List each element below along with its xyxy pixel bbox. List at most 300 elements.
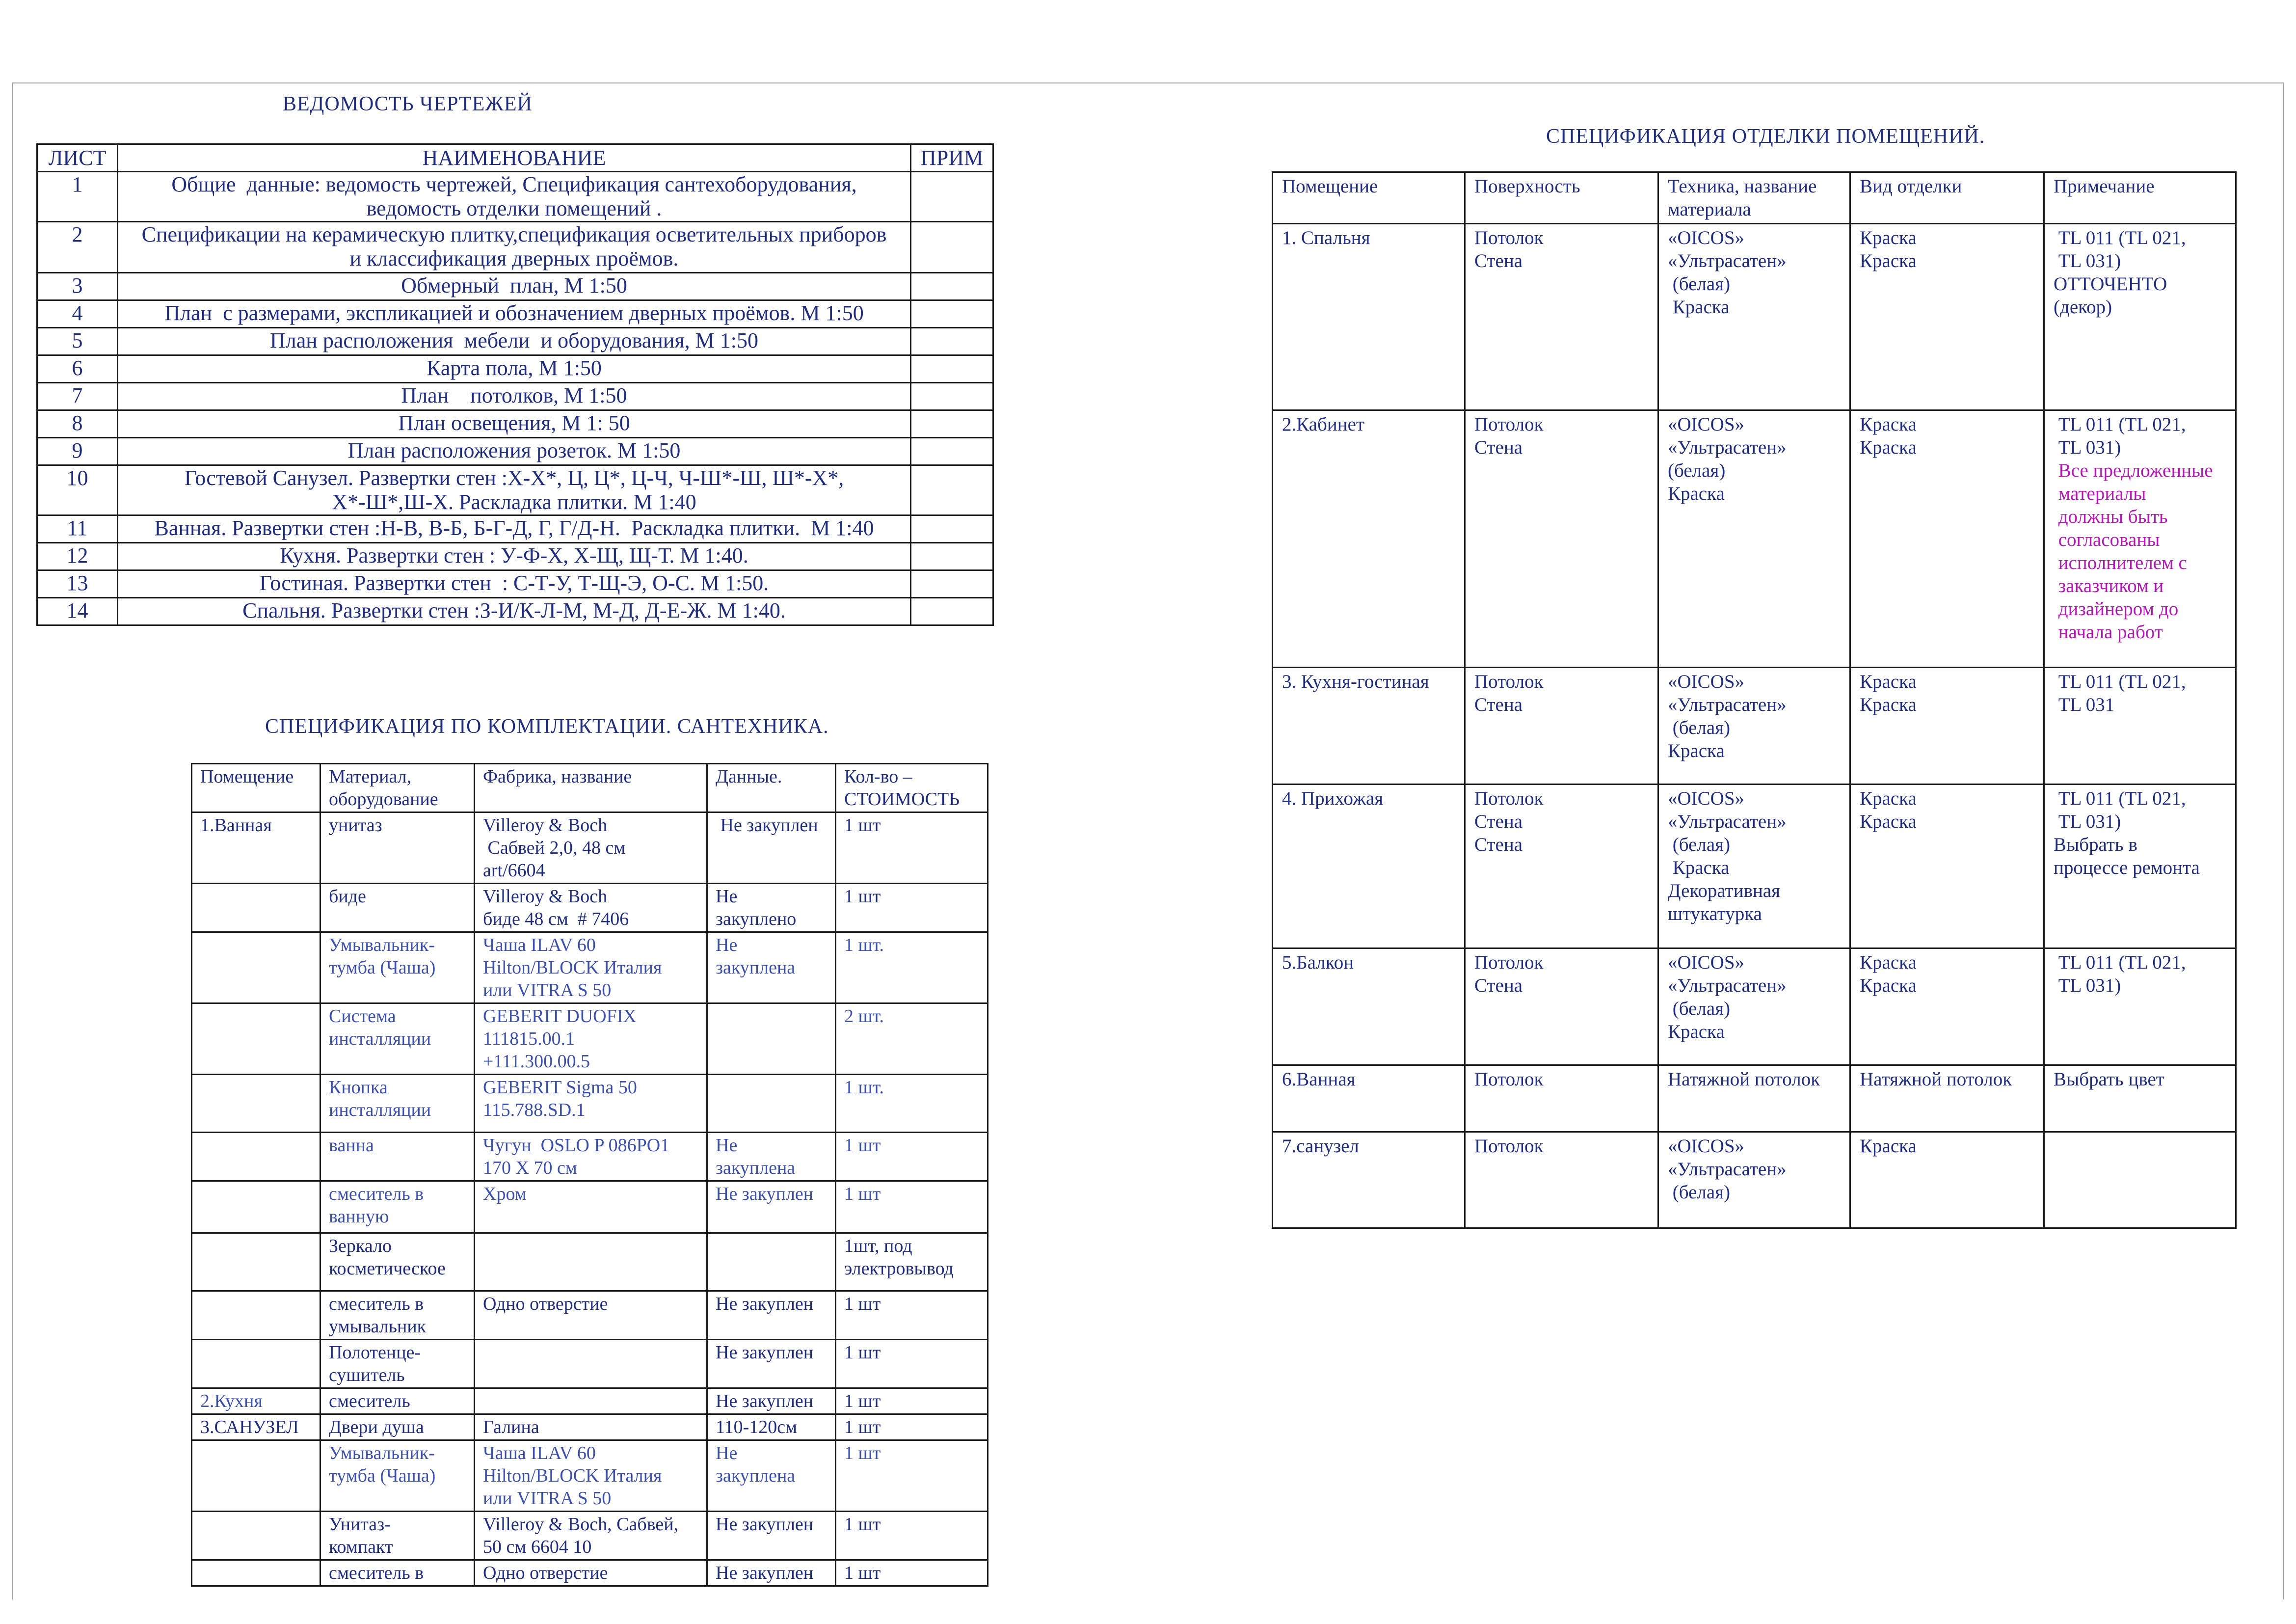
sheet-name-line: План расположения мебели и оборудования, М 1:50	[270, 328, 758, 352]
sheet-number: 5	[37, 328, 118, 355]
plumbing-room	[192, 932, 320, 1003]
table-row	[192, 1560, 988, 1586]
finish-type-line: Краска	[1860, 788, 1917, 809]
sheet-name-line: План потолков, М 1:50	[401, 383, 627, 407]
finish-title: СПЕЦИФИКАЦИЯ ОТДЕЛКИ ПОМЕЩЕНИЙ.	[1546, 125, 1985, 148]
finish-type	[1850, 1065, 2044, 1132]
plumbing-maker	[475, 812, 707, 884]
finish-type	[1850, 410, 2044, 668]
finish-material-line: Краска	[1668, 297, 1730, 318]
plumbing-data-line: Не	[716, 935, 738, 955]
plumbing-data	[707, 812, 836, 884]
finish-material-line: Натяжной потолок	[1668, 1069, 1820, 1090]
table-row	[1273, 224, 2236, 410]
table-row	[37, 438, 993, 465]
finish-note-warning-line: Все предложенные	[2054, 460, 2213, 481]
plumbing-maker	[475, 1388, 707, 1414]
table-row	[192, 1388, 988, 1414]
plumbing-data-line: Не	[716, 1135, 738, 1156]
finish-type-line: Краска	[1860, 811, 1917, 832]
plumbing-item-line: унитаз	[329, 815, 382, 836]
finish-room	[1273, 668, 1465, 785]
table-row	[37, 172, 993, 222]
plumbing-qty-line: 1 шт	[844, 1514, 881, 1535]
sheet-name	[118, 570, 911, 598]
sheet-note	[911, 438, 993, 465]
sheet-number: 3	[37, 273, 118, 300]
plumbing-room	[192, 1440, 320, 1512]
plumbing-data-line: Не закуплен	[716, 1342, 814, 1363]
table-row	[37, 465, 993, 515]
plumbing-item-line: биде	[329, 886, 366, 907]
plumbing-header-line: Помещение	[200, 766, 294, 787]
finish-room	[1273, 785, 1465, 948]
finish-material-line: (белая)	[1668, 460, 1726, 481]
sheet-number: 8	[37, 410, 118, 438]
finish-type	[1850, 785, 2044, 948]
plumbing-maker	[475, 1340, 707, 1388]
finish-room-line: 7.санузел	[1282, 1136, 1359, 1157]
finish-material-line: «OICOS»	[1668, 227, 1745, 248]
plumbing-item-line: Зеркало	[329, 1236, 392, 1256]
finish-note-warning-line: начала работ	[2054, 622, 2163, 643]
plumbing-maker-line: биде 48 см # 7406	[483, 909, 629, 929]
plumbing-qty	[836, 1291, 988, 1340]
finish-surface-line: Стена	[1474, 975, 1523, 996]
sheet-name	[118, 465, 911, 515]
finish-type-line: Краска	[1860, 250, 1917, 271]
plumbing-data-line: Не закуплен	[716, 1391, 814, 1411]
plumbing-room	[192, 1003, 320, 1075]
finish-note-line: TL 011 (TL 021,	[2054, 952, 2186, 973]
finish-surface	[1465, 668, 1658, 785]
plumbing-room-line: 3.САНУЗЕЛ	[200, 1417, 299, 1437]
finish-material-line: штукатурка	[1668, 903, 1762, 924]
plumbing-room	[192, 1414, 320, 1440]
plumbing-room	[192, 1133, 320, 1181]
sheet-name	[118, 273, 911, 300]
plumbing-maker	[475, 1414, 707, 1440]
finish-note-warning-line: исполнителем с	[2054, 552, 2187, 573]
finish-note	[2044, 1132, 2236, 1228]
finish-header	[1850, 172, 2044, 224]
plumbing-maker-line: Hilton/BLOCK Италия	[483, 957, 662, 978]
plumbing-data-line: Не	[716, 886, 738, 907]
sheet-name-line: Гостевой Санузел. Развертки стен :Х-Х*, Ц, Ц*, Ц-Ч, Ч-Ш*-Ш, Ш*-Х*,	[184, 466, 844, 490]
plumbing-data-line: закуплена	[716, 1465, 796, 1486]
sheet-name-line: и классификация дверных проёмов.	[349, 246, 679, 271]
sheet-name	[118, 410, 911, 438]
finish-header-line: Помещение	[1282, 176, 1378, 197]
finish-material-line: «Ультрасатен»	[1668, 437, 1787, 458]
plumbing-item-line: ванную	[329, 1206, 389, 1227]
finish-material	[1658, 948, 1850, 1065]
plumbing-qty-line: 1 шт	[844, 1417, 881, 1437]
finish-material-line: «OICOS»	[1668, 414, 1745, 435]
plumbing-data	[707, 1414, 836, 1440]
drawings-table	[36, 143, 994, 626]
plumbing-item	[320, 1414, 475, 1440]
plumbing-maker-line: Одно отверстие	[483, 1563, 608, 1583]
table-row	[192, 1291, 988, 1340]
sheet-name	[118, 543, 911, 570]
finish-surface	[1465, 224, 1658, 410]
finish-note-line: процессе ремонта	[2054, 857, 2200, 878]
plumbing-qty-line: 1 шт	[844, 1294, 881, 1314]
sheet-name	[118, 300, 911, 328]
finish-room	[1273, 948, 1465, 1065]
finish-header-line: Примечание	[2054, 176, 2155, 197]
plumbing-maker-line: Villeroy & Boch	[483, 815, 608, 836]
table-row	[192, 1133, 988, 1181]
plumbing-item-line: Умывальник-	[329, 935, 435, 955]
finish-surface	[1465, 1065, 1658, 1132]
plumbing-maker-line: Хром	[483, 1184, 527, 1204]
finish-header	[1273, 172, 1465, 224]
sheet-number: 12	[37, 543, 118, 570]
finish-material	[1658, 1132, 1850, 1228]
plumbing-item	[320, 1075, 475, 1133]
sheet-name	[118, 355, 911, 383]
plumbing-room	[192, 1388, 320, 1414]
plumbing-maker-line: Villeroy & Boch, Сабвей,	[483, 1514, 679, 1535]
plumbing-item-line: умывальник	[329, 1316, 427, 1337]
finish-type	[1850, 668, 2044, 785]
plumbing-qty	[836, 1340, 988, 1388]
plumbing-item-line: сушитель	[329, 1365, 405, 1385]
plumbing-qty	[836, 1560, 988, 1586]
finish-note-line: Выбрать в	[2054, 834, 2137, 855]
plumbing-qty-line: электровывод	[844, 1258, 954, 1279]
plumbing-qty	[836, 1388, 988, 1414]
plumbing-qty-line: 1 шт	[844, 815, 881, 836]
table-row	[192, 1075, 988, 1133]
sheet-number: 7	[37, 383, 118, 410]
finish-note-warning-line: заказчиком и	[2054, 575, 2164, 596]
finish-surface-line: Стена	[1474, 250, 1523, 271]
sheet-name-line: План освещения, М 1: 50	[398, 411, 630, 435]
finish-type-line: Краска	[1860, 437, 1917, 458]
plumbing-header	[707, 764, 836, 812]
plumbing-maker-line: art/6604	[483, 860, 545, 881]
plumbing-qty	[836, 1075, 988, 1133]
plumbing-item-line: компакт	[329, 1537, 393, 1557]
finish-header	[1465, 172, 1658, 224]
plumbing-qty-line: 1 шт.	[844, 1077, 884, 1098]
plumbing-room-line: 1.Ванная	[200, 815, 272, 836]
plumbing-room	[192, 1233, 320, 1291]
plumbing-qty-line: 1 шт	[844, 1135, 881, 1156]
plumbing-maker	[475, 1075, 707, 1133]
sheet-note	[911, 383, 993, 410]
plumbing-data-line: 110-120см	[716, 1417, 798, 1437]
finish-material-line: Декоративная	[1668, 880, 1781, 901]
sheet-note	[911, 598, 993, 625]
finish-type	[1850, 948, 2044, 1065]
sheet-name-line: Карта пола, М 1:50	[427, 356, 602, 380]
finish-material	[1658, 224, 1850, 410]
sheet-name-line: Гостиная. Развертки стен : С-Т-У, Т-Щ-Э, О-С. М 1:50.	[259, 571, 769, 595]
finish-note-warning-line: дизайнером до	[2054, 598, 2179, 620]
sheet-note	[911, 543, 993, 570]
plumbing-maker-line: GEBERIT DUOFIX	[483, 1006, 637, 1027]
table-row	[192, 1003, 988, 1075]
finish-material-line: «Ультрасатен»	[1668, 1159, 1787, 1180]
table-row	[192, 884, 988, 932]
finish-material-line: «OICOS»	[1668, 952, 1745, 973]
plumbing-item-line: смеситель в	[329, 1294, 424, 1314]
plumbing-data	[707, 1388, 836, 1414]
finish-note-line: TL 011 (TL 021,	[2054, 671, 2186, 692]
finish-type-line: Краска	[1860, 227, 1917, 248]
plumbing-data	[707, 884, 836, 932]
drawings-title: ВЕДОМОСТЬ ЧЕРТЕЖЕЙ	[283, 93, 533, 115]
finish-material-line: «OICOS»	[1668, 671, 1745, 692]
finish-note-warning-line: материалы	[2054, 483, 2146, 504]
plumbing-item	[320, 1440, 475, 1512]
finish-material-line: Краска	[1668, 1021, 1725, 1042]
finish-note	[2044, 785, 2236, 948]
sheet-number: 13	[37, 570, 118, 598]
plumbing-item	[320, 1560, 475, 1586]
plumbing-qty	[836, 1003, 988, 1075]
table-row	[192, 1181, 988, 1233]
sheet-number: 14	[37, 598, 118, 625]
sheet-name	[118, 515, 911, 543]
plumbing-item-line: Система	[329, 1006, 396, 1027]
finish-material	[1658, 785, 1850, 948]
sheet-number: 10	[37, 465, 118, 515]
finish-material-line: «Ультрасатен»	[1668, 811, 1787, 832]
finish-type-line: Натяжной потолок	[1860, 1069, 2012, 1090]
plumbing-data	[707, 1233, 836, 1291]
plumbing-maker-line: или VITRA S 50	[483, 980, 612, 1001]
finish-type	[1850, 1132, 2044, 1228]
plumbing-header-line: Данные.	[716, 766, 782, 787]
finish-material-line: «Ультрасатен»	[1668, 975, 1787, 996]
plumbing-maker-line: Одно отверстие	[483, 1294, 608, 1314]
plumbing-maker-line: Чаша ILAV 60	[483, 1443, 596, 1463]
finish-note-line: TL 011 (TL 021,	[2054, 788, 2186, 809]
finish-type-line: Краска	[1860, 952, 1917, 973]
plumbing-qty	[836, 1233, 988, 1291]
plumbing-item	[320, 932, 475, 1003]
plumbing-maker-line: 115.788.SD.1	[483, 1100, 586, 1120]
finish-surface-line: Стена	[1474, 834, 1523, 855]
finish-material-line: «Ультрасатен»	[1668, 250, 1787, 271]
plumbing-item	[320, 1133, 475, 1181]
plumbing-header-line: Фабрика, название	[483, 766, 632, 787]
plumbing-maker	[475, 1233, 707, 1291]
finish-room-line: 3. Кухня-гостиная	[1282, 671, 1429, 692]
sheet-number: 11	[37, 515, 118, 543]
plumbing-data-line: Не закуплен	[716, 1563, 814, 1583]
plumbing-data-line: Не	[716, 1443, 738, 1463]
finish-note-line: TL 031	[2054, 694, 2115, 715]
sheet-name	[118, 222, 911, 273]
finish-surface-line: Стена	[1474, 694, 1523, 715]
plumbing-data-line: закуплена	[716, 1158, 796, 1178]
plumbing-data-line: Не закуплен	[716, 1294, 814, 1314]
finish-type-line: Краска	[1860, 1136, 1917, 1157]
plumbing-data-line: Не закуплен	[716, 815, 818, 836]
plumbing-item	[320, 1340, 475, 1388]
finish-note	[2044, 224, 2236, 410]
finish-room-line: 4. Прихожая	[1282, 788, 1384, 809]
plumbing-maker-line: Галина	[483, 1417, 539, 1437]
plumbing-item-line: ванна	[329, 1135, 374, 1156]
finish-surface-line: Потолок	[1474, 227, 1544, 248]
table-row	[37, 328, 993, 355]
plumbing-item	[320, 1233, 475, 1291]
sheet-name-line: Спальня. Развертки стен :З-И/К-Л-М, М-Д, Д-Е-Ж. М 1:40.	[242, 598, 786, 623]
sheet-name-line: План с размерами, экспликацией и обозначением дверных проёмов. М 1:50	[164, 301, 864, 325]
finish-note-line: TL 011 (TL 021,	[2054, 414, 2186, 435]
finish-room	[1273, 224, 1465, 410]
plumbing-table	[191, 763, 988, 1587]
plumbing-header-line: оборудование	[329, 789, 438, 810]
finish-note-line: TL 031)	[2054, 437, 2121, 458]
finish-surface	[1465, 785, 1658, 948]
plumbing-maker	[475, 1440, 707, 1512]
plumbing-title: СПЕЦИФИКАЦИЯ ПО КОМПЛЕКТАЦИИ. САНТЕХНИКА.	[265, 715, 829, 738]
finish-room	[1273, 1065, 1465, 1132]
table-row	[192, 812, 988, 884]
plumbing-data-line: Не закуплен	[716, 1184, 814, 1204]
finish-room	[1273, 410, 1465, 668]
sheet-note	[911, 300, 993, 328]
plumbing-data	[707, 1133, 836, 1181]
table-row	[1273, 948, 2236, 1065]
plumbing-room	[192, 1075, 320, 1133]
plumbing-item-line: Кнопка	[329, 1077, 388, 1098]
plumbing-qty	[836, 932, 988, 1003]
plumbing-qty-line: 1 шт	[844, 886, 881, 907]
plumbing-maker-line: 50 см 6604 10	[483, 1537, 592, 1557]
finish-header-line: Поверхность	[1474, 176, 1580, 197]
sheet-name-line: Общие данные: ведомость чертежей, Спецификация сантехоборудования,	[171, 172, 857, 196]
plumbing-maker	[475, 1512, 707, 1560]
plumbing-maker	[475, 1181, 707, 1233]
sheet-name-line: Ванная. Развертки стен :Н-В, В-Б, Б-Г-Д, Г, Г/Д-Н. Раскладка плитки. М 1:40	[154, 516, 874, 540]
plumbing-item	[320, 812, 475, 884]
sheet-name	[118, 383, 911, 410]
sheet-number: 4	[37, 300, 118, 328]
finish-note-line: TL 011 (TL 021,	[2054, 227, 2186, 248]
sheet-note	[911, 515, 993, 543]
sheet-note	[911, 222, 993, 273]
plumbing-room	[192, 884, 320, 932]
finish-type	[1850, 224, 2044, 410]
finish-material-line: Краска	[1668, 857, 1730, 878]
header-sheet: ЛИСТ	[37, 144, 118, 172]
plumbing-qty	[836, 884, 988, 932]
sheet-note	[911, 465, 993, 515]
plumbing-data-line: закуплено	[716, 909, 797, 929]
plumbing-item	[320, 1291, 475, 1340]
plumbing-maker	[475, 1133, 707, 1181]
plumbing-maker-line: или VITRA S 50	[483, 1488, 612, 1509]
header-note: ПРИМ	[911, 144, 993, 172]
plumbing-item-line: смеситель в	[329, 1563, 424, 1583]
table-row	[1273, 785, 2236, 948]
plumbing-header	[475, 764, 707, 812]
plumbing-qty-line: 1 шт	[844, 1443, 881, 1463]
finish-room-line: 1. Спальня	[1282, 227, 1370, 248]
plumbing-maker-line: Сабвей 2,0, 48 см	[483, 838, 626, 858]
sheet-number: 2	[37, 222, 118, 273]
table-row	[37, 222, 993, 273]
plumbing-item	[320, 1512, 475, 1560]
finish-material-line: «Ультрасатен»	[1668, 694, 1787, 715]
finish-note-warning-line: согласованы	[2054, 529, 2160, 550]
table-row	[192, 1440, 988, 1512]
table-row	[192, 1340, 988, 1388]
plumbing-item-line: тумба (Чаша)	[329, 1465, 436, 1486]
table-row	[37, 570, 993, 598]
plumbing-item	[320, 1388, 475, 1414]
table-row	[37, 273, 993, 300]
plumbing-maker-line: GEBERIT Sigma 50	[483, 1077, 637, 1098]
plumbing-qty	[836, 1133, 988, 1181]
table-row	[37, 383, 993, 410]
plumbing-item-line: Умывальник-	[329, 1443, 435, 1463]
finish-note	[2044, 410, 2236, 668]
plumbing-maker-line: +111.300.00.5	[483, 1051, 590, 1072]
plumbing-item-line: тумба (Чаша)	[329, 957, 436, 978]
sheet-name	[118, 172, 911, 222]
finish-note-line: TL 031)	[2054, 811, 2121, 832]
table-row	[37, 598, 993, 625]
finish-header	[1658, 172, 1850, 224]
finish-surface-line: Стена	[1474, 437, 1523, 458]
table-row	[37, 515, 993, 543]
finish-material-line: (белая)	[1668, 834, 1731, 855]
plumbing-header	[836, 764, 988, 812]
finish-note-line: ОТТОЧЕНТО	[2054, 273, 2167, 295]
sheet-name-line: Х*-Ш*,Ш-Х. Раскладка плитки. М 1:40	[332, 490, 696, 514]
plumbing-item-line: смеситель	[329, 1391, 410, 1411]
plumbing-qty-line: 1шт, под	[844, 1236, 912, 1256]
finish-note	[2044, 1065, 2236, 1132]
finish-surface-line: Потолок	[1474, 1136, 1544, 1157]
finish-header-line: материала	[1668, 199, 1751, 220]
plumbing-maker	[475, 884, 707, 932]
plumbing-item-line: инсталляции	[329, 1029, 431, 1049]
plumbing-item-line: Двери душа	[329, 1417, 424, 1437]
sheet-name-line: Обмерный план, М 1:50	[401, 273, 627, 298]
finish-header	[2044, 172, 2236, 224]
finish-type-line: Краска	[1860, 671, 1917, 692]
finish-surface	[1465, 948, 1658, 1065]
plumbing-maker-line: Чаша ILAV 60	[483, 935, 596, 955]
finish-surface-line: Потолок	[1474, 671, 1544, 692]
plumbing-header-line: Кол-во –	[844, 766, 912, 787]
plumbing-qty	[836, 1181, 988, 1233]
plumbing-maker-line: 170 X 70 см	[483, 1158, 577, 1178]
finish-material-line: (белая)	[1668, 717, 1731, 738]
sheet-number: 6	[37, 355, 118, 383]
plumbing-header	[320, 764, 475, 812]
plumbing-qty	[836, 1440, 988, 1512]
plumbing-maker-line: 111815.00.1	[483, 1029, 575, 1049]
plumbing-maker-line: Hilton/BLOCK Италия	[483, 1465, 662, 1486]
finish-material-line: Краска	[1668, 483, 1725, 504]
table-row	[1273, 1065, 2236, 1132]
finish-material	[1658, 410, 1850, 668]
sheet-note	[911, 172, 993, 222]
finish-note-line: TL 031)	[2054, 975, 2121, 996]
